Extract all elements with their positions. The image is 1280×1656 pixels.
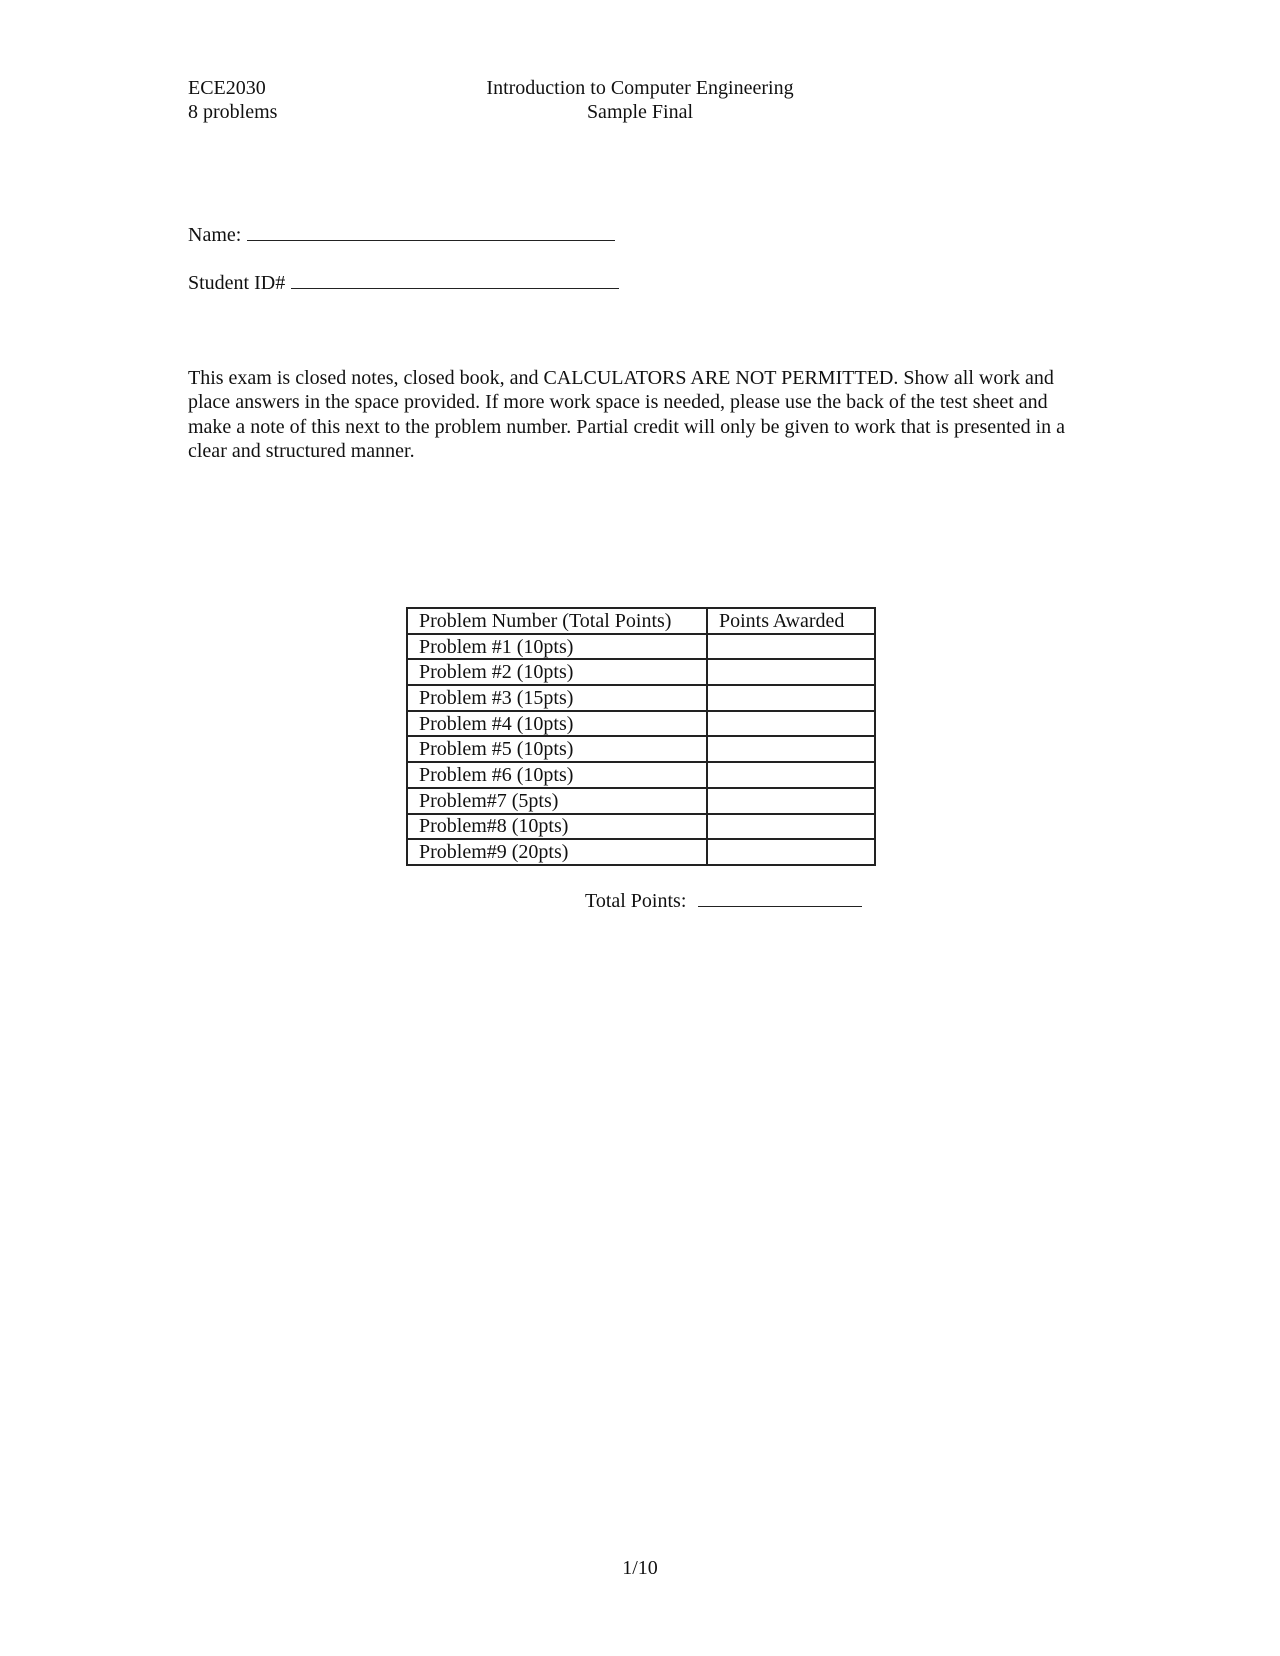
problem-cell: Problem#9 (20pts) — [407, 839, 707, 865]
points-awarded-cell[interactable] — [707, 685, 875, 711]
points-awarded-cell[interactable] — [707, 711, 875, 737]
course-code: ECE2030 — [188, 77, 266, 99]
column-header-problem: Problem Number (Total Points) — [407, 608, 707, 634]
exam-title: Sample Final — [586, 101, 694, 123]
total-points-row — [585, 888, 862, 913]
table-row — [407, 788, 875, 814]
total-points-input-line[interactable] — [698, 888, 862, 907]
table-header-row — [407, 608, 875, 634]
student-id-label: Student ID# — [188, 272, 286, 294]
total-points-label: Total Points: — [585, 890, 687, 912]
table-row — [407, 659, 875, 685]
table-row — [407, 814, 875, 840]
points-awarded-cell[interactable] — [707, 762, 875, 788]
problem-cell: Problem #3 (15pts) — [407, 685, 707, 711]
student-id-input-line[interactable] — [291, 270, 619, 289]
column-header-points-awarded: Points Awarded — [707, 608, 875, 634]
problem-cell: Problem #5 (10pts) — [407, 736, 707, 762]
problem-cell: Problem #2 (10pts) — [407, 659, 707, 685]
page-number: 1/10 — [622, 1557, 658, 1579]
score-table — [406, 607, 876, 866]
table-row — [407, 711, 875, 737]
name-field-row — [188, 222, 615, 247]
course-title: Introduction to Computer Engineering — [486, 77, 794, 99]
points-awarded-cell[interactable] — [707, 736, 875, 762]
exam-heading — [470, 76, 810, 124]
name-label: Name: — [188, 224, 242, 246]
table-row — [407, 685, 875, 711]
problem-cell: Problem #6 (10pts) — [407, 762, 707, 788]
points-awarded-cell[interactable] — [707, 634, 875, 660]
table-row — [407, 762, 875, 788]
exam-instructions: This exam is closed notes, closed book, and CALCULATORS ARE NOT PERMITTED. Show all work and place answers in the space provided. If more work space is needed, please use the back of the test sheet and make a note of this next to the problem number. Partial credit will only be given to work that is presented in a clear and structured manner. — [188, 367, 1066, 462]
course-info — [188, 76, 277, 124]
student-id-field-row — [188, 270, 619, 295]
problem-cell: Problem#8 (10pts) — [407, 814, 707, 840]
points-awarded-cell[interactable] — [707, 814, 875, 840]
problem-count: 8 problems — [188, 101, 278, 123]
problem-cell: Problem #4 (10pts) — [407, 711, 707, 737]
table-row — [407, 634, 875, 660]
points-awarded-cell[interactable] — [707, 839, 875, 865]
points-awarded-cell[interactable] — [707, 659, 875, 685]
problem-cell: Problem #1 (10pts) — [407, 634, 707, 660]
name-input-line[interactable] — [247, 222, 615, 241]
points-awarded-cell[interactable] — [707, 788, 875, 814]
problem-cell: Problem#7 (5pts) — [407, 788, 707, 814]
table-row — [407, 839, 875, 865]
table-row — [407, 736, 875, 762]
